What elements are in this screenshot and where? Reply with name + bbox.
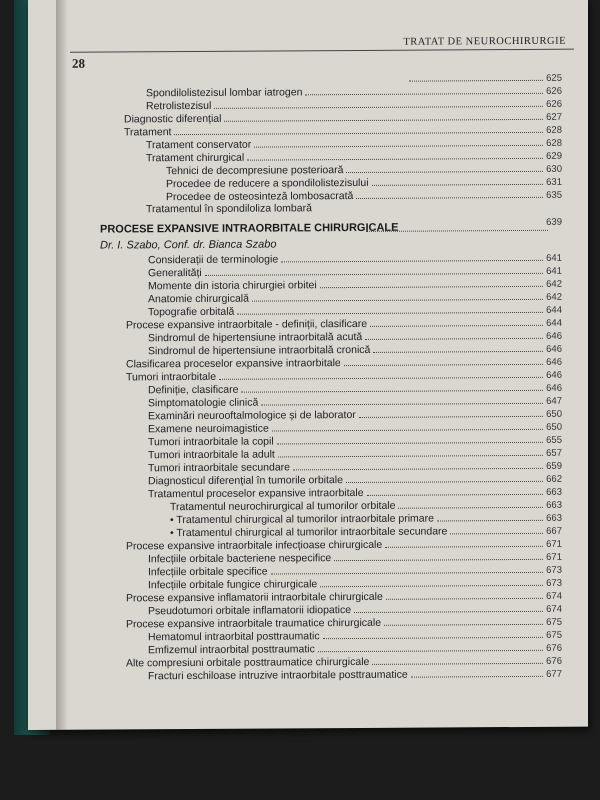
toc-entry: Hematomul intraorbital posttraumatic 675: [148, 629, 562, 644]
toc-entry: Infecțiile orbitale bacteriene nespecifice 671: [148, 551, 562, 566]
toc-entry: Fracturi eschiloase intruzive intraorbitale posttraumatice 677: [148, 668, 562, 683]
toc-entry: Considerații de terminologie 641: [148, 252, 562, 267]
toc-entry: 625: [406, 71, 562, 85]
toc-entry: Diagnostic diferențial 627: [124, 111, 562, 126]
toc-entry: Anatomie chirurgicală 642: [148, 291, 562, 306]
toc-entry: Alte compresiuni orbitale posttraumatice chirurgicale 676: [126, 655, 562, 670]
toc-entry: Procese expansive inflamatorii intraorbitale chirurgicale 674: [126, 590, 562, 605]
toc-entry: Retrolistezisul 626: [146, 98, 562, 113]
toc-entry: Pseudotumori orbitale inflamatorii idiopatice 674: [148, 603, 562, 618]
chapter-leader-dots: [366, 230, 548, 232]
toc-entry: Procese expansive intraorbitale traumatice chirurgicale 675: [126, 616, 562, 631]
toc-entry: Tratamentul neurochirurgical al tumorilor orbitale 663: [170, 499, 562, 514]
toc-entry: Infecțiile orbitale fungice chirurgicale 673: [148, 577, 562, 592]
toc-entry: Tratament conservator 628: [146, 137, 562, 152]
toc-entry: Procedee de osteosinteză lombosacrată 635: [166, 189, 562, 204]
toc-entry: • Tratamentul chirurgical al tumorilor intraorbitale primare 663: [170, 511, 562, 526]
toc-entry: Tratamentul în spondiloliza lombară: [146, 202, 312, 216]
toc-entry: Sindromul de hipertensiune intraorbitală acută 646: [148, 330, 562, 345]
toc-entry: Definiție, clasificare 646: [148, 382, 562, 397]
toc-entry: Momente din istoria chirurgiei orbitei 642: [148, 278, 562, 293]
page-number: 28: [72, 55, 85, 71]
header-rule: [70, 49, 574, 53]
toc-entry: • Tratamentul chirurgical al tumorilor intraorbitale secundare 667: [170, 524, 562, 539]
spine-shadow: [56, 0, 68, 730]
toc-entry: Tratamentul proceselor expansive intraorbitale 663: [148, 486, 562, 501]
chapter-title: PROCESE EXPANSIVE INTRAORBITALE CHIRURGICALE: [100, 221, 399, 236]
toc-entry: Procese expansive intraorbitale infecțioase chirurgicale 671: [126, 538, 562, 553]
toc-entry: Tumori intraorbitale la adult 657: [148, 447, 562, 462]
toc-entry: Tehnici de decompresiune posterioară 630: [166, 163, 562, 178]
toc-entry: Procedee de reducere a spondilolistezisului 631: [166, 176, 562, 191]
toc-entry: Simptomatologie clinică 647: [148, 395, 562, 410]
toc-entry: Tumori intraorbitale la copil 655: [148, 434, 562, 449]
toc-entry: Clasificarea proceselor expansive intraorbitale 646: [126, 356, 562, 371]
toc-entry: Infecțiile orbitale specifice 673: [148, 564, 562, 579]
toc-entry: Tratament chirurgical 629: [146, 150, 562, 165]
toc-entry: Generalități 641: [148, 265, 562, 280]
toc-entry: Tratament 628: [124, 124, 562, 139]
toc-entry: Spondilolistezisul lombar iatrogen 626: [146, 85, 562, 100]
toc-entry: Procese expansive intraorbitale - definiții, clasificare 644: [126, 317, 562, 332]
toc-entry: Topografie orbitală 644: [148, 304, 562, 319]
toc-entry: Diagnosticul diferențial în tumorile orbitale 662: [148, 473, 562, 488]
chapter-authors: Dr. I. Szabo, Conf. dr. Bianca Szabo: [100, 238, 277, 252]
running-head: TRATAT DE NEUROCHIRURGIE: [403, 35, 566, 48]
toc-entry: Examinări neurooftalmologice și de laborator 650: [148, 408, 562, 423]
toc-entry: Tumori intraorbitale secundare 659: [148, 460, 562, 475]
toc-entry: Tumori intraorbitale 646: [126, 369, 562, 384]
toc-entry: Sindromul de hipertensiune intraorbitală cronică 646: [148, 343, 562, 358]
toc-entry: Examene neuroimagistice 650: [148, 421, 562, 436]
chapter-page: 639: [546, 216, 562, 228]
book-page: [28, 0, 588, 730]
toc-entry: Emfizemul intraorbital posttraumatic 676: [148, 642, 562, 657]
